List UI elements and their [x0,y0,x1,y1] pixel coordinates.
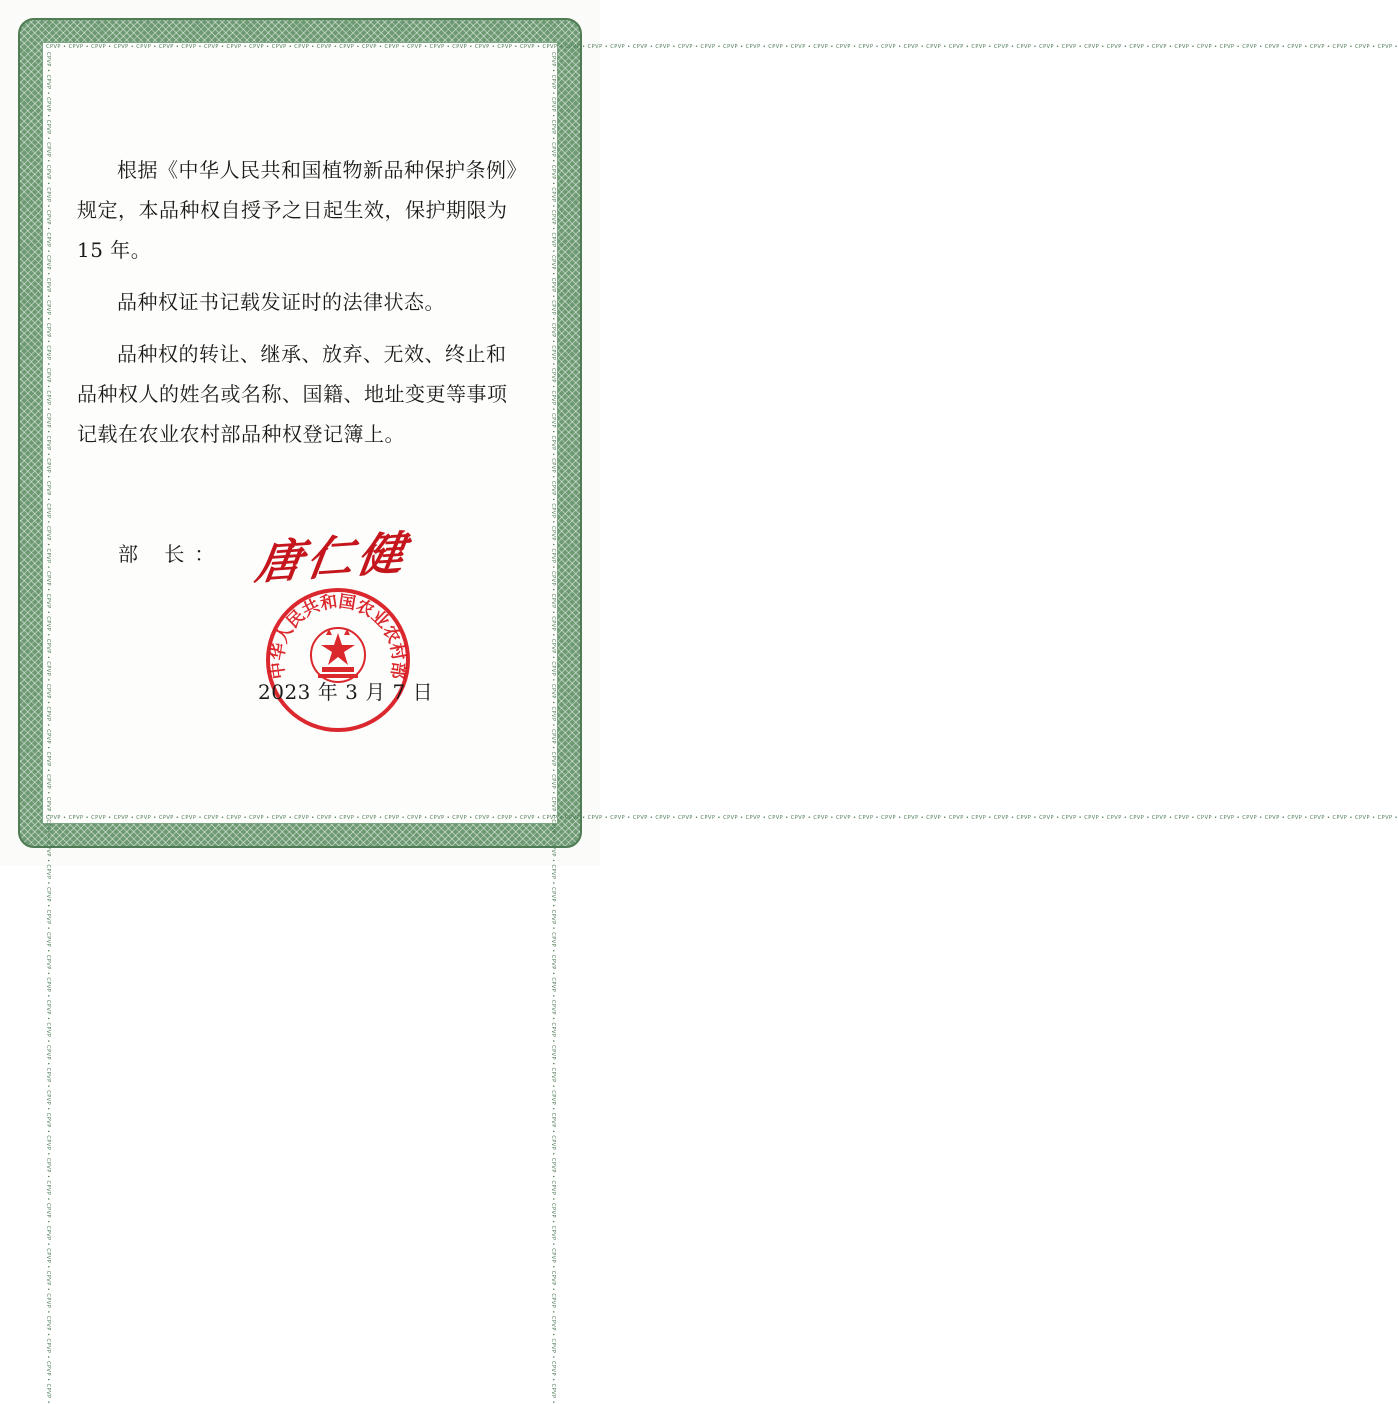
border-microtext-left: CPVP • CPVP • CPVP • CPVP • CPVP • CPVP • CPVP • CPVP • CPVP • CPVP • CPVP • CPVP • CPVP • CPVP • CPVP • CPVP • CPVP • CPVP • CPVP • CPVP • CPVP • CPVP • CPVP • CPVP • CPVP • CPVP • CPVP • CPVP • CPVP • CPVP • CPVP • CPVP • CPVP • CPVP • CPVP • CPVP • CPVP • CPVP • CPVP • CPVP • CPVP • CPVP • CPVP • CPVP • CPVP • CPVP • CPVP • CPVP • CPVP • CPVP • CPVP • CPVP • CPVP • CPVP • CPVP • CPVP • CPVP • CPVP • CPVP • CPVP • [45,52,51,1404]
certificate-text [77,150,517,466]
paragraph-legal-status: 品种权证书记载发证时的法律状态。 [117,290,445,314]
border-microtext-right: CPVP • CPVP • CPVP • CPVP • CPVP • CPVP • CPVP • CPVP • CPVP • CPVP • CPVP • CPVP • CPVP • CPVP • CPVP • CPVP • CPVP • CPVP • CPVP • CPVP • CPVP • CPVP • CPVP • CPVP • CPVP • CPVP • CPVP • CPVP • CPVP • CPVP • CPVP • CPVP • CPVP • CPVP • CPVP • CPVP • CPVP • CPVP • CPVP • CPVP • CPVP • CPVP • CPVP • CPVP • CPVP • CPVP • CPVP • CPVP • CPVP • CPVP • CPVP • CPVP • CPVP • CPVP • CPVP • CPVP • CPVP • CPVP • CPVP • CPVP • [550,52,556,1404]
paragraph-validity: 根据《中华人民共和国植物新品种保护条例》规定，本品种权自授予之日起生效，保护期限为 15 年。 [77,158,517,262]
issue-date: 2023 年 3 月 7 日 [258,680,434,704]
border-microtext-bottom: CPVP • CPVP • CPVP • CPVP • CPVP • CPVP • CPVP • CPVP • CPVP • CPVP • CPVP • CPVP • CPVP • CPVP • CPVP • CPVP • CPVP • CPVP • CPVP • CPVP • CPVP • CPVP • CPVP • CPVP • CPVP • CPVP • CPVP • CPVP • CPVP • CPVP • CPVP • CPVP • CPVP • CPVP • CPVP • CPVP • CPVP • CPVP • CPVP • CPVP • CPVP • CPVP • CPVP • CPVP • CPVP • CPVP • CPVP • CPVP • CPVP • CPVP • CPVP • CPVP • CPVP • CPVP • CPVP • CPVP • CPVP • CPVP • CPVP • CPVP • [46,815,1398,821]
official-seal-icon [263,585,413,735]
minister-signature: 唐仁健 [252,525,413,590]
paragraph-registration: 品种权的转让、继承、放弃、无效、终止和品种权人的姓名或名称、国籍、地址变更等事项记载在农业农村部品种权登记簿上。 [77,342,508,446]
minister-label: 部 长： [118,542,225,566]
border-microtext-top: CPVP • CPVP • CPVP • CPVP • CPVP • CPVP • CPVP • CPVP • CPVP • CPVP • CPVP • CPVP • CPVP • CPVP • CPVP • CPVP • CPVP • CPVP • CPVP • CPVP • CPVP • CPVP • CPVP • CPVP • CPVP • CPVP • CPVP • CPVP • CPVP • CPVP • CPVP • CPVP • CPVP • CPVP • CPVP • CPVP • CPVP • CPVP • CPVP • CPVP • CPVP • CPVP • CPVP • CPVP • CPVP • CPVP • CPVP • CPVP • CPVP • CPVP • CPVP • CPVP • CPVP • CPVP • CPVP • CPVP • CPVP • CPVP • CPVP • CPVP • [46,44,1398,50]
signature-row [118,525,458,590]
svg-text:中华人民共和国农业农村部: 中华人民共和国农业农村部 [267,591,409,681]
